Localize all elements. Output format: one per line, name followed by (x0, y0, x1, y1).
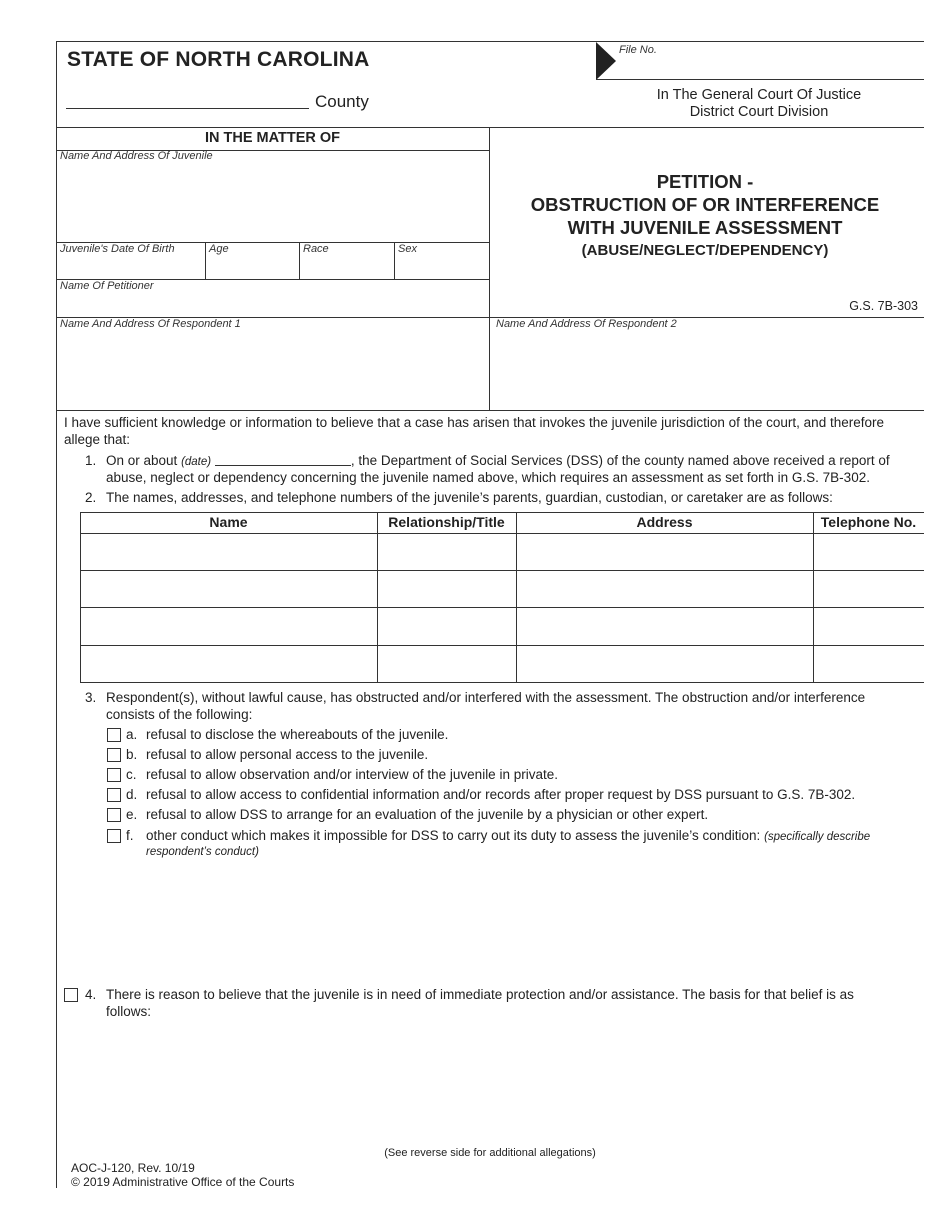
item-text: other conduct which makes it impossible for DSS to carry out its duty to assess the juvenile’s condition: (146, 828, 761, 843)
item-text: refusal to allow personal access to the juvenile. (146, 747, 429, 762)
county-label: County (315, 92, 369, 111)
report-date-field[interactable] (215, 452, 351, 466)
list-item (126, 746, 428, 764)
respondent-1-label: Name And Address Of Respondent 1 (60, 318, 241, 330)
item-text: refusal to disclose the whereabouts of the juvenile. (146, 727, 449, 742)
form-title-line-3: WITH JUVENILE ASSESSMENT (567, 217, 843, 238)
checkbox-item-c[interactable] (107, 768, 121, 782)
item-letter: c. (126, 767, 137, 782)
item-text: refusal to allow DSS to arrange for an evaluation of the juvenile by a physician or other expert. (146, 807, 709, 822)
sex-label: Sex (398, 243, 417, 255)
col-header-name: Name (209, 514, 248, 530)
list-item (126, 726, 448, 744)
checkbox-item-f[interactable] (107, 829, 121, 843)
form-id: AOC-J-120, Rev. 10/19 (71, 1161, 195, 1175)
item-note-continued: respondent’s conduct) (146, 846, 259, 858)
item-letter: e. (126, 807, 138, 822)
para-1-lead: On or about (106, 453, 178, 468)
conduct-description-field[interactable] (140, 864, 920, 974)
intro-line-2: allege that: (64, 432, 131, 447)
statute-reference: G.S. 7B-303 (849, 299, 918, 313)
form-title-line-2: OBSTRUCTION OF OR INTERFERENCE (530, 194, 880, 215)
table-row[interactable] (81, 608, 923, 645)
para-3-line-2: consists of the following: (106, 707, 253, 722)
copyright: © 2019 Administrative Office of the Courts (71, 1175, 295, 1189)
grid-center-divider (489, 127, 490, 410)
table-bottom-rule (80, 682, 924, 683)
item-letter: b. (126, 747, 138, 762)
county-input-line[interactable] (66, 108, 309, 109)
top-rule-right (596, 41, 924, 42)
court-line-1: In The General Court Of Justice (656, 87, 862, 103)
state-title: STATE OF NORTH CAROLINA (67, 48, 370, 71)
para-4-number: 4. (85, 987, 97, 1002)
dob-label: Juvenile's Date Of Birth (60, 243, 175, 255)
table-row[interactable] (81, 534, 923, 570)
item-letter: a. (126, 727, 138, 742)
court-line-2: District Court Division (689, 104, 829, 120)
form-title-line-1: PETITION - (656, 171, 754, 192)
table-row[interactable] (81, 646, 923, 682)
checkbox-item-b[interactable] (107, 748, 121, 762)
para-3-number: 3. (85, 690, 97, 705)
file-no-field[interactable] (596, 79, 924, 80)
checkbox-item-a[interactable] (107, 728, 121, 742)
para-4-line-2: follows: (106, 1004, 152, 1019)
list-item (126, 766, 558, 784)
race-label: Race (303, 243, 329, 255)
para-1-line-2: abuse, neglect or dependency concerning the juvenile named above, which requires an assessment as set forth in G.S. 7B-302. (106, 470, 870, 485)
file-no-label: File No. (619, 44, 657, 56)
form-title-line-4: (ABUSE/NEGLECT/DEPENDENCY) (581, 242, 829, 259)
intro-line-1: I have sufficient knowledge or information to believe that a case has arisen that invokes the juvenile jurisdiction of the court, and therefore (64, 415, 884, 430)
sex-divider (394, 242, 395, 279)
age-divider (205, 242, 206, 279)
col-header-address: Address (636, 514, 693, 530)
petitioner-field[interactable] (57, 293, 488, 316)
list-item (126, 806, 708, 824)
para-3-line-1: Respondent(s), without lawful cause, has obstructed and/or interfered with the assessment. The obstruction and/or interference (106, 690, 866, 705)
respondent-1-field[interactable] (57, 331, 488, 408)
matter-title: IN THE MATTER OF (204, 130, 341, 146)
para-1-number: 1. (85, 453, 97, 468)
para-4-basis-field[interactable] (100, 1024, 920, 1134)
petitioner-label: Name Of Petitioner (60, 280, 154, 292)
para-2-text: The names, addresses, and telephone numbers of the juvenile’s parents, guardian, custodian, or caretaker are as follows: (106, 490, 833, 505)
list-item (126, 827, 870, 846)
col-header-telephone: Telephone No. (820, 514, 917, 530)
grid-top-rule (56, 127, 924, 128)
checkbox-item-e[interactable] (107, 808, 121, 822)
para-2-number: 2. (85, 490, 97, 505)
date-label: (date) (181, 456, 212, 468)
table-row[interactable] (81, 571, 923, 607)
item-note: (specifically describe (764, 831, 871, 843)
age-label: Age (209, 243, 229, 255)
table-top-rule (80, 512, 924, 513)
item-letter: f. (126, 828, 134, 843)
reverse-side-note: (See reverse side for additional allegations) (384, 1147, 596, 1159)
juvenile-name-address-label: Name And Address Of Juvenile (60, 150, 213, 162)
file-no-arrow-icon (596, 42, 616, 80)
col-header-relationship: Relationship/Title (388, 514, 505, 530)
race-divider (299, 242, 300, 279)
juvenile-name-address-field[interactable] (57, 163, 488, 241)
para-4-line-1: There is reason to believe that the juvenile is in need of immediate protection and/or assistance. The basis for that belief is as (106, 987, 854, 1002)
item-text: refusal to allow observation and/or interview of the juvenile in private. (146, 767, 558, 782)
para-1-rest: , the Department of Social Services (DSS) of the county named above received a report of (350, 453, 890, 468)
top-rule-left (56, 41, 596, 42)
checkbox-para-4[interactable] (64, 988, 78, 1002)
item-text: refusal to allow access to confidential information and/or records after proper request by DSS pursuant to G.S. 7B-302. (146, 787, 856, 802)
respondent-2-field[interactable] (491, 331, 922, 408)
item-letter: d. (126, 787, 138, 802)
list-item (126, 786, 855, 804)
grid-bottom-rule (56, 410, 924, 411)
respondent-2-label: Name And Address Of Respondent 2 (496, 318, 677, 330)
checkbox-item-d[interactable] (107, 788, 121, 802)
